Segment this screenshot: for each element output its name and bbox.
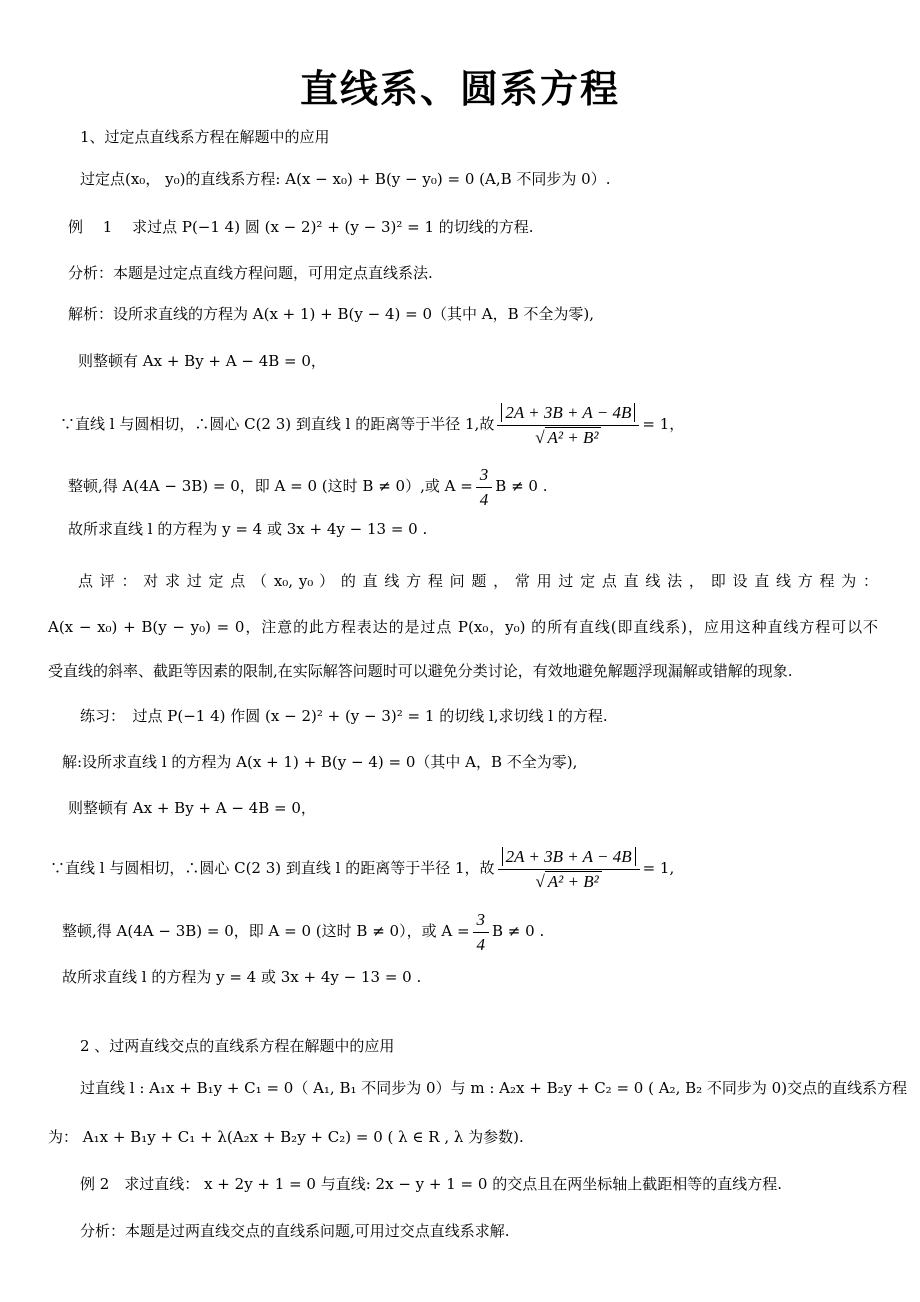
comment-line-3: 受直线的斜率、截距等因素的限制,在实际解答问题时可以避免分类讨论，有效地避免解题浮现漏解或错解的现象. bbox=[48, 662, 793, 680]
comment-line-2: A(x − x₀) + B(y − y₀) = 0，注意的此方程表达的是过点 P(x₀，y₀) 的所有直线(即直线系)，应用这种直线方程可以不 bbox=[48, 618, 878, 636]
s2-definition-2: 为： A₁x + B₁y + C₁ + λ(A₂x + B₂y + C₂) = 0 ( λ ∈ R , λ 为参数). bbox=[48, 1128, 524, 1146]
three-quarter-fraction bbox=[473, 908, 490, 957]
example-2-analysis: 分析：本题是过两直线交点的直线系问题,可用过交点直线系求解. bbox=[80, 1222, 510, 1240]
example-1-solution-4 bbox=[68, 458, 548, 514]
distance-fraction: $\frac{2A + 3B + A - 4B}{\text{√ A² + B²}}$ bbox=[497, 401, 639, 450]
section-2-heading: 2 、过两直线交点的直线系方程在解题中的应用 bbox=[80, 1037, 395, 1055]
practice-solution-3 bbox=[50, 840, 674, 896]
example-1: 例 1 求过点 P(−1 4) 圆 (x − 2)² + (y − 3)² = 1 的切线的方程. bbox=[68, 218, 534, 236]
fraction-numerator: 2A + 3B + A − 4B bbox=[501, 403, 635, 422]
example-2: 例 2 求过直线： x + 2y + 1 = 0 与直线: 2x − y + 1 = 0 的交点且在两坐标轴上截距相等的直线方程. bbox=[80, 1175, 782, 1193]
fraction-numerator: 3 bbox=[476, 463, 493, 488]
practice-solution-1: 解:设所求直线 l 的方程为 A(x + 1) + B(y − 4) = 0（其中 A，B 不全为零), bbox=[62, 753, 578, 771]
fraction-denominator: 4 bbox=[479, 489, 489, 509]
example-1-solution-1: 解析：设所求直线的方程为 A(x + 1) + B(y − 4) = 0（其中 A，B 不全为零), bbox=[68, 305, 595, 323]
example-1-solution-2: 则整顿有 Ax + By + A − 4B = 0， bbox=[78, 352, 326, 370]
practice-solution-2: 则整顿有 Ax + By + A − 4B = 0， bbox=[68, 799, 316, 817]
three-quarter-fraction bbox=[476, 463, 493, 512]
s1-definition: 过定点(x₀， y₀)的直线系方程: A(x − x₀) + B(y − y₀) = 0 (A,B 不同步为 0）. bbox=[80, 170, 611, 188]
s2-definition-1: 过直线 l : A₁x + B₁y + C₁ = 0（ A₁, B₁ 不同步为 0）与 m : A₂x + B₂y + C₂ = 0 ( A₂, B₂ 不同步为 0)交点的直线系方程 bbox=[80, 1079, 908, 1097]
s1-sol3-tail: = 1， bbox=[642, 415, 685, 433]
p-sol3-text: ∵直线 l 与圆相切，∴圆心 C(2 3) 到直线 l 的距离等于半径 1，故 bbox=[50, 859, 495, 877]
example-1-analysis: 分析：本题是过定点直线方程问题，可用定点直线系法. bbox=[68, 264, 433, 282]
practice-problem: 练习： 过点 P(−1 4) 作圆 (x − 2)² + (y − 3)² = 1 的切线 l,求切线 l 的方程. bbox=[80, 707, 608, 725]
page-title: 直线系、圆系方程 bbox=[299, 67, 620, 111]
fraction-denominator: A² + B² bbox=[545, 427, 602, 447]
fraction-numerator: 3 bbox=[473, 908, 490, 933]
p-sol4-tail: B ≠ 0 . bbox=[492, 922, 545, 940]
practice-solution-4 bbox=[62, 903, 544, 959]
s1-sol3-text: ∵直线 l 与圆相切，∴圆心 C(2 3) 到直线 l 的距离等于半径 1,故 bbox=[60, 415, 495, 433]
distance-fraction: $\frac{2A + 3B + A - 4B}{\text{√ A² + B²}}$ bbox=[498, 845, 640, 894]
s1-sol4-text: 整顿,得 A(4A − 3B) = 0，即 A = 0 (这时 B ≠ 0）,或 A = bbox=[68, 477, 473, 495]
fraction-denominator: A² + B² bbox=[545, 871, 602, 891]
example-1-solution-3 bbox=[60, 396, 684, 452]
comment-line-1: 点 评 ： 对 求 过 定 点 （ x₀, y₀ ） 的 直 线 方 程 问 题 ， 常 用 过 定 点 直 线 法 ， 即 设 直 线 方 程 为 ： bbox=[78, 572, 878, 590]
section-1-heading: 1、过定点直线系方程在解题中的应用 bbox=[80, 128, 330, 146]
p-sol3-tail: = 1, bbox=[642, 859, 675, 877]
p-sol4-text: 整顿,得 A(4A − 3B) = 0，即 A = 0 (这时 B ≠ 0），或 A = bbox=[62, 922, 470, 940]
s1-sol4-tail: B ≠ 0 . bbox=[495, 477, 548, 495]
practice-solution-5: 故所求直线 l 的方程为 y = 4 或 3x + 4y − 13 = 0 . bbox=[62, 968, 422, 986]
example-1-solution-5: 故所求直线 l 的方程为 y = 4 或 3x + 4y − 13 = 0 . bbox=[68, 520, 428, 538]
fraction-denominator: 4 bbox=[476, 934, 486, 954]
fraction-numerator: 2A + 3B + A − 4B bbox=[502, 847, 636, 866]
